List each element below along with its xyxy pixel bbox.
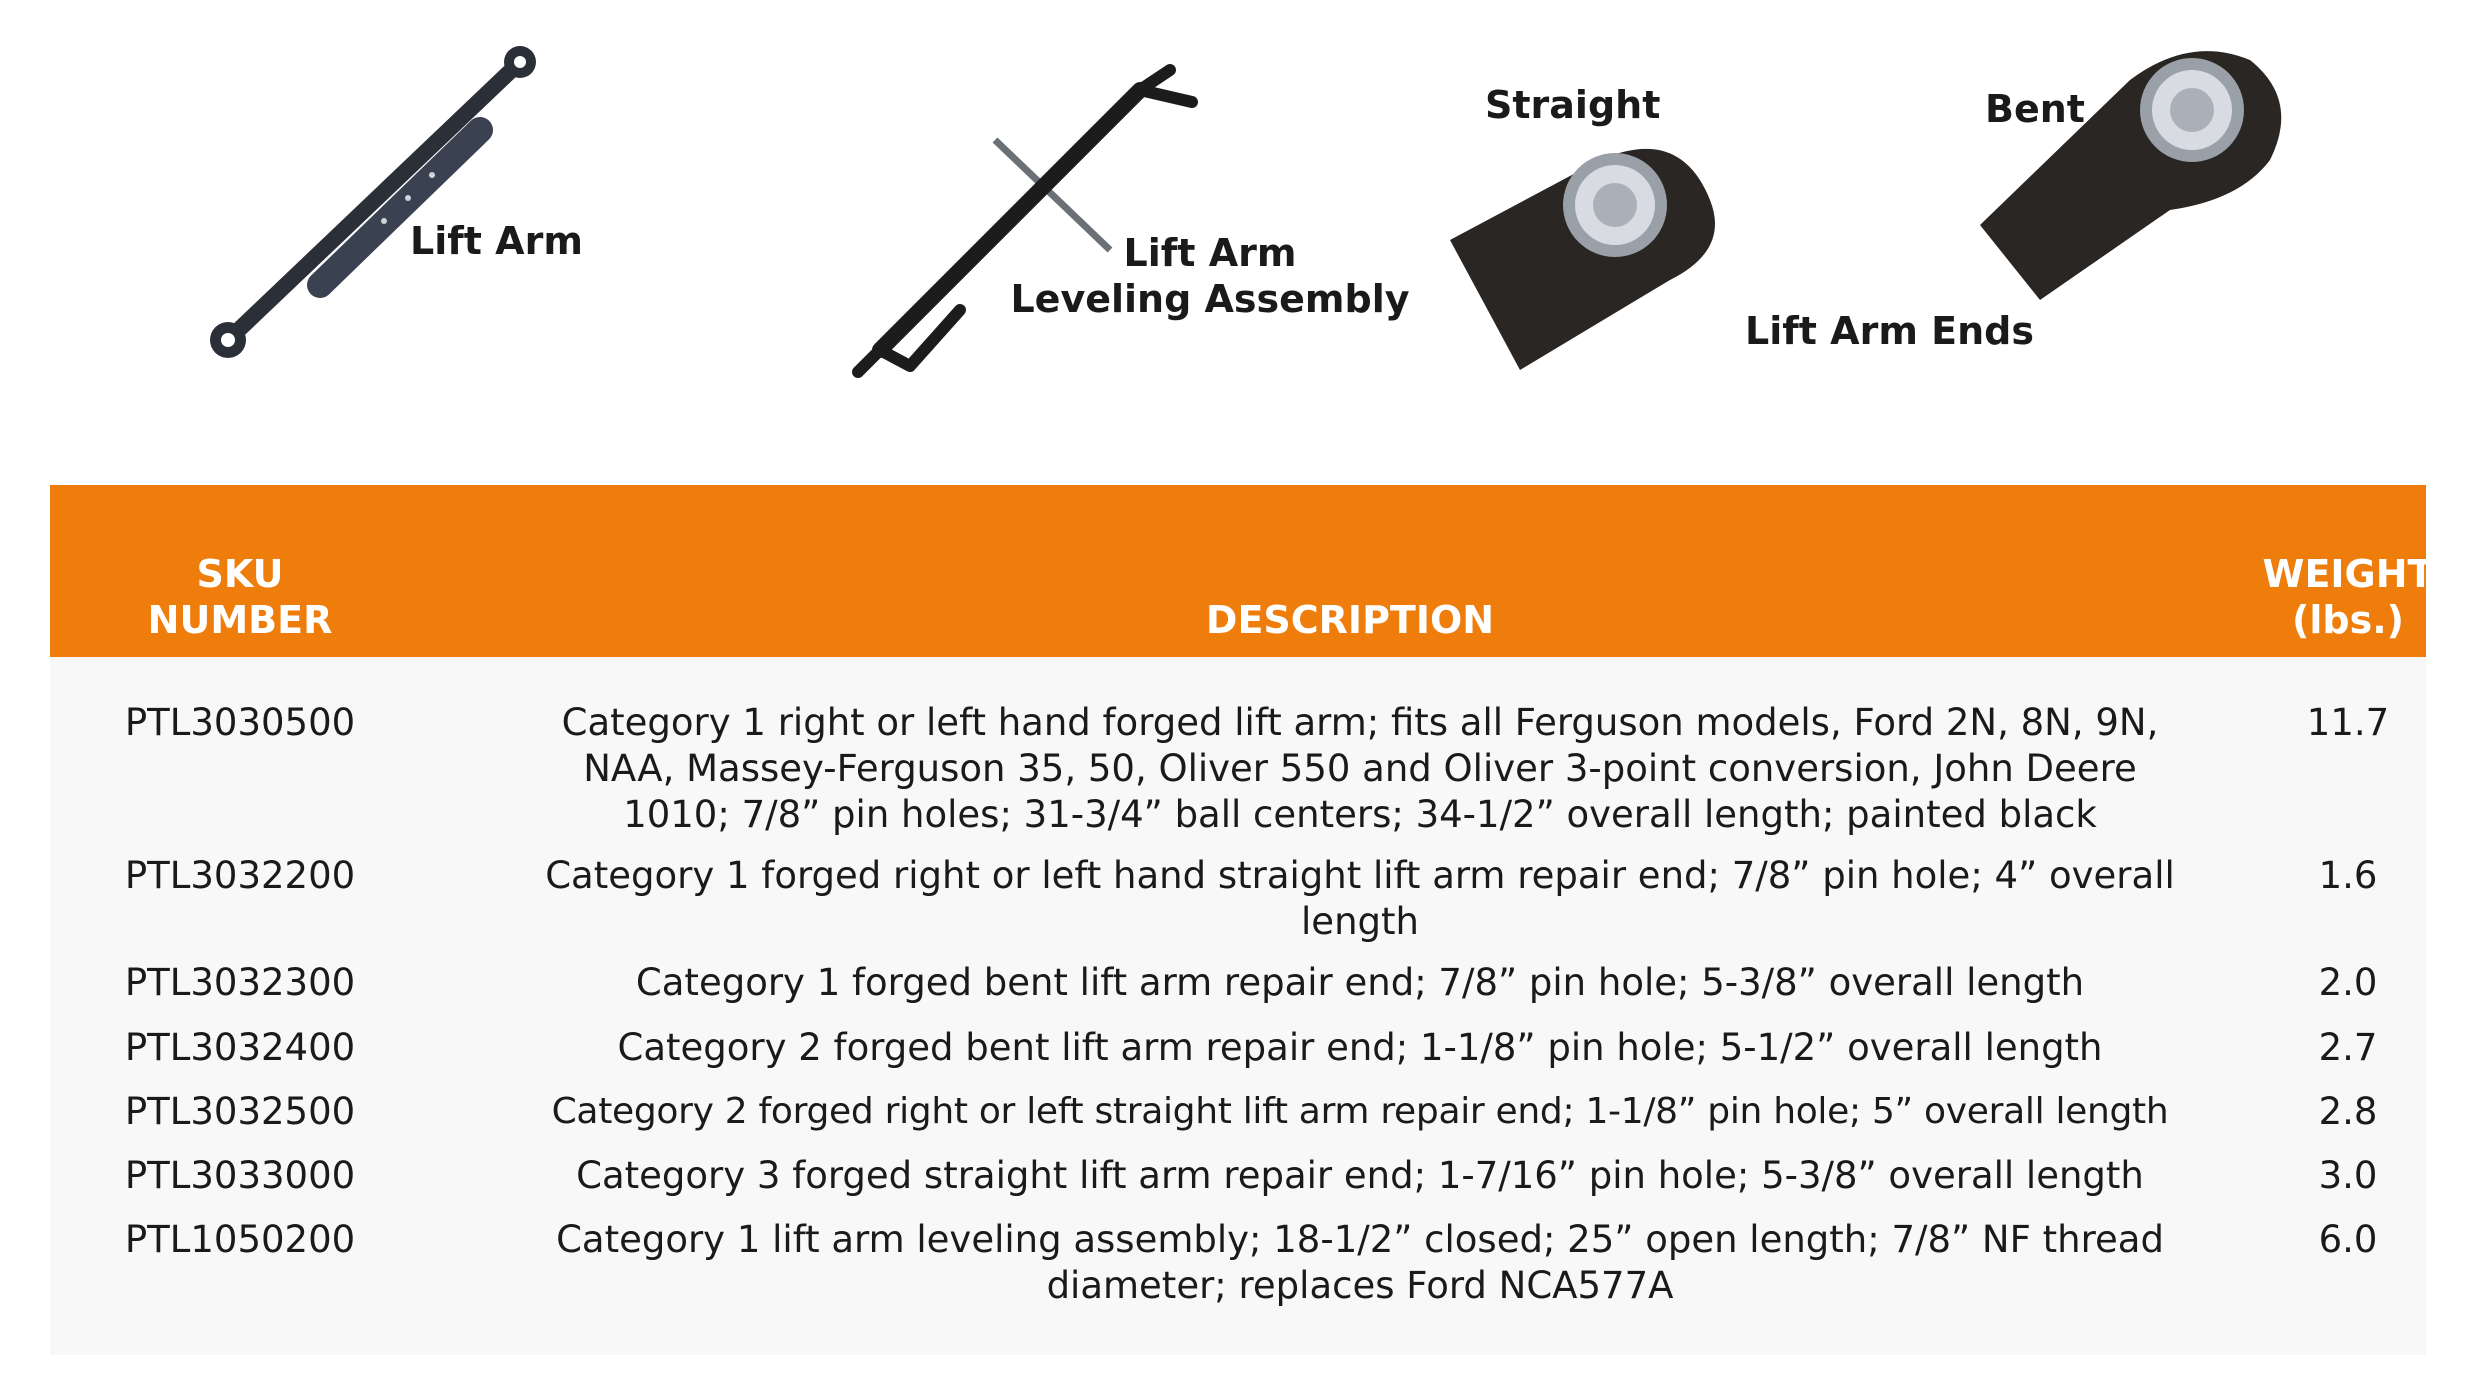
bent-end-image (1970, 40, 2300, 310)
leveling-caption-line2: Leveling Assembly (1010, 277, 1410, 321)
header-weight-line2: (lbs.) (2291, 598, 2404, 642)
header-sku-line2: NUMBER (147, 598, 333, 642)
weight-cell: 6.0 (2318, 1218, 2378, 1261)
sku-cell: PTL3032400 (124, 1026, 356, 1069)
description-cell: Category 2 forged bent lift arm repair end; 1-1/8” pin hole; 5-1/2” overall length (617, 1026, 2103, 1069)
description-cell: Category 3 forged straight lift arm repair end; 1-7/16” pin hole; 5-3/8” overall length (576, 1154, 2144, 1197)
description-cell: Category 1 forged bent lift arm repair end; 7/8” pin hole; 5-3/8” overall length (635, 961, 2085, 1004)
leveling-caption-line1: Lift Arm (1123, 231, 1297, 275)
weight-cell: 2.7 (2318, 1026, 2378, 1069)
sku-cell: PTL3032300 (124, 961, 356, 1004)
sku-cell: PTL1050200 (124, 1218, 356, 1261)
description-cell: Category 1 forged right or left hand straight lift arm repair end; 7/8” pin hole; 4” overall length (545, 854, 2175, 943)
parts-table (50, 485, 2434, 1355)
description-cell: Category 2 forged right or left straight lift arm repair end; 1-1/8” pin hole; 5” overall length (551, 1091, 2169, 1132)
weight-cell: 2.0 (2318, 961, 2378, 1004)
description-cell: Category 1 right or left hand forged lift arm; fits all Ferguson models, Ford 2N, 8N, 9N, NAA, Massey-Ferguson 35, 50, Oliver 550 and Oliver 3-point conversion, John Deere 1010; 7/8” pin holes; 31-3/4” ball centers; 34-1/2” overall length; painted black (561, 701, 2159, 836)
header-sku-line1: SKU (196, 552, 284, 596)
lift-arm-caption: Lift Arm (410, 219, 583, 263)
lift-arm-ends-caption: Lift Arm Ends (1745, 309, 2034, 353)
sku-cell: PTL3033000 (124, 1154, 356, 1197)
table-header (50, 485, 2434, 657)
leveling-caption (1010, 230, 1410, 322)
header-description: DESCRIPTION (1205, 598, 1495, 642)
description-cell: Category 1 lift arm leveling assembly; 18-1/2” closed; 25” open length; 7/8” NF thread diameter; replaces Ford NCA577A (556, 1218, 2164, 1307)
sku-cell: PTL3032200 (124, 854, 356, 897)
weight-cell: 2.8 (2318, 1090, 2378, 1133)
straight-caption: Straight (1485, 83, 1661, 127)
header-sku (90, 551, 390, 643)
bent-caption: Bent (1985, 87, 2085, 131)
weight-cell: 1.6 (2318, 854, 2378, 897)
weight-cell: 11.7 (2306, 701, 2390, 744)
header-weight (2230, 551, 2466, 643)
sku-cell: PTL3032500 (124, 1090, 356, 1133)
sku-cell: PTL3030500 (124, 701, 356, 744)
leveling-assembly-image (840, 60, 1200, 380)
lift-arm-image (200, 40, 560, 380)
header-weight-line1: WEIGHT (2262, 552, 2434, 596)
straight-end-image (1430, 130, 1730, 380)
weight-cell: 3.0 (2318, 1154, 2378, 1197)
